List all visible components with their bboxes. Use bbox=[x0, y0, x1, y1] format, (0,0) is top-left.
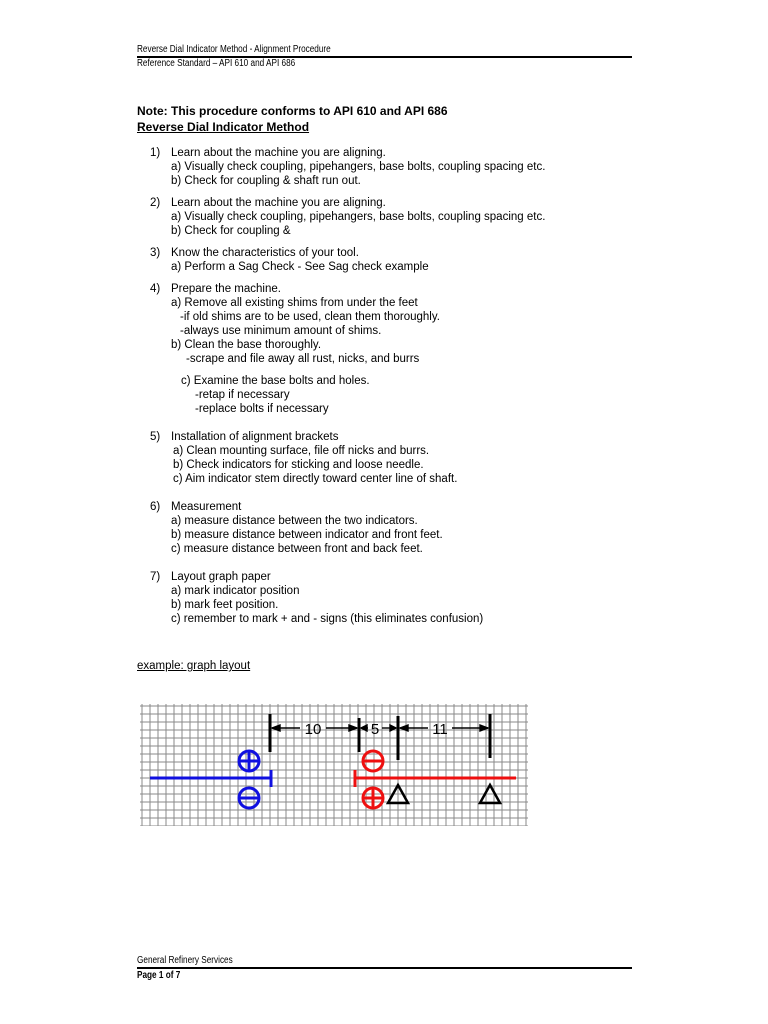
note-text: Note: This procedure conforms to API 610 and API 686 bbox=[137, 104, 448, 118]
footer-company: General Refinery Services bbox=[137, 955, 233, 966]
step-line: Learn about the machine you are aligning. bbox=[171, 147, 386, 159]
step-number: 7) bbox=[150, 571, 161, 583]
section-title: Reverse Dial Indicator Method bbox=[137, 120, 310, 134]
step-line: Know the characteristics of your tool. bbox=[171, 247, 359, 259]
list-item bbox=[150, 570, 630, 626]
step-line: b) Clean the base thoroughly. bbox=[171, 339, 322, 351]
step-line: c) Examine the base bolts and holes. bbox=[181, 375, 370, 387]
page-number: Page 1 of 7 bbox=[137, 970, 181, 981]
list-item bbox=[150, 246, 630, 274]
step-line: a) Visually check coupling, pipehangers, base bolts, coupling spacing etc. bbox=[171, 161, 546, 173]
list-item bbox=[150, 500, 630, 556]
step-line: -scrape and file away all rust, nicks, and burrs bbox=[186, 353, 420, 365]
procedure-list bbox=[150, 146, 630, 634]
step-line: b) Check for coupling & shaft run out. bbox=[171, 175, 361, 187]
graph-grid bbox=[140, 704, 528, 826]
step-line: a) Perform a Sag Check - See Sag check example bbox=[171, 261, 429, 273]
step-number: 1) bbox=[150, 147, 161, 159]
step-line: Prepare the machine. bbox=[171, 283, 281, 295]
step-line: b) measure distance between indicator and front feet. bbox=[171, 529, 443, 541]
step-line: c) Aim indicator stem directly toward center line of shaft. bbox=[173, 473, 458, 485]
step-number: 4) bbox=[150, 283, 161, 295]
header-rule bbox=[137, 56, 632, 58]
step-number: 3) bbox=[150, 247, 161, 259]
step-line: a) Visually check coupling, pipehangers, base bolts, coupling spacing etc. bbox=[171, 211, 546, 223]
list-item bbox=[150, 196, 630, 238]
step-line: Learn about the machine you are aligning. bbox=[171, 197, 386, 209]
step-line: a) Clean mounting surface, file off nicks and burrs. bbox=[173, 445, 430, 457]
step-line: c) remember to mark + and - signs (this eliminates confusion) bbox=[171, 613, 484, 625]
list-item bbox=[150, 282, 630, 416]
step-line: Installation of alignment brackets bbox=[171, 431, 339, 443]
step-line: b) Check for coupling & bbox=[171, 225, 291, 237]
graph-layout-figure bbox=[140, 704, 528, 826]
dimension-label-10: 10 bbox=[304, 721, 322, 738]
step-number: 6) bbox=[150, 501, 161, 513]
step-number: 2) bbox=[150, 197, 161, 209]
step-line: -if old shims are to be used, clean them thoroughly. bbox=[180, 311, 440, 323]
step-line: -always use minimum amount of shims. bbox=[180, 325, 382, 337]
step-line: Layout graph paper bbox=[171, 571, 271, 583]
step-line: Measurement bbox=[171, 501, 242, 513]
step-line: b) mark feet position. bbox=[171, 599, 279, 611]
header-reference: Reference Standard – API 610 and API 686 bbox=[137, 58, 296, 69]
list-item bbox=[150, 430, 630, 486]
step-line: b) Check indicators for sticking and loose needle. bbox=[173, 459, 424, 471]
step-line: a) measure distance between the two indicators. bbox=[171, 515, 418, 527]
header-title: Reverse Dial Indicator Method - Alignment Procedure bbox=[137, 44, 331, 55]
footer-rule bbox=[137, 967, 632, 969]
list-item bbox=[150, 146, 630, 188]
example-label: example: graph layout bbox=[137, 660, 251, 672]
step-line: -replace bolts if necessary bbox=[195, 403, 329, 415]
dimension-label-5: 5 bbox=[370, 721, 380, 738]
step-line: a) mark indicator position bbox=[171, 585, 300, 597]
step-number: 5) bbox=[150, 431, 161, 443]
dimension-label-11: 11 bbox=[432, 721, 448, 738]
step-line: -retap if necessary bbox=[195, 389, 290, 401]
step-line: a) Remove all existing shims from under the feet bbox=[171, 297, 418, 309]
step-line: c) measure distance between front and back feet. bbox=[171, 543, 423, 555]
